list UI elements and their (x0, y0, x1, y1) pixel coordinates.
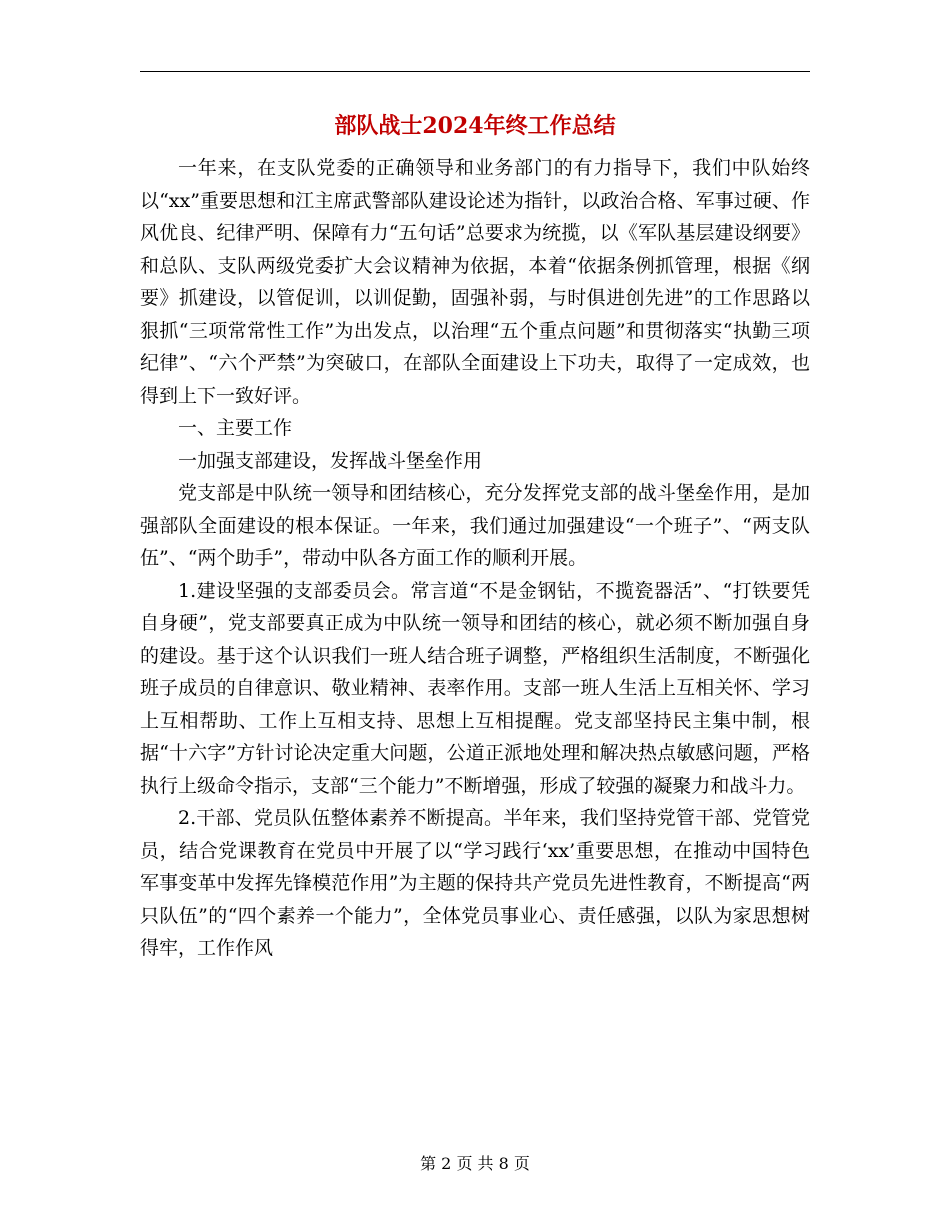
header-rule (140, 71, 810, 72)
paragraph-party-branch: 党支部是中队统一领导和团结核心，充分发挥党支部的战斗堡垒作用，是加强部队全面建设的根本保证。一年来，我们通过加强建设“一个班子”、“两支队伍”、“两个助手”，带动中队各方面工作的顺利开展。 (140, 482, 810, 569)
section-heading-main-work: 一、主要工作 (178, 417, 293, 439)
document-body (140, 152, 810, 965)
paragraph-item-1: 1.建设坚强的支部委员会。常言道“不是金钢钻，不揽瓷器活”、“打铁要凭自身硬”，党支部要真正成为中队统一领导和团结的核心，就必须不断加强自身的建设。基于这个认识我们一班人结合班子调整，严格组织生活制度，不断强化班子成员的自律意识、敬业精神、表率作用。支部一班人生活上互相关怀、学习上互相帮助、工作上互相支持、思想上互相提醒。党支部坚持民主集中制，根据“十六字”方针讨论决定重大问题，公道正派地处理和解决热点敏感问题，严格执行上级命令指示，支部“三个能力”不断增强，形成了较强的凝聚力和战斗力。 (140, 579, 810, 797)
page-number: 第 2 页 共 8 页 (420, 1154, 530, 1173)
document-title: 部队战士2024年终工作总结 (334, 113, 616, 139)
subsection-heading-party-branch: 一加强支部建设，发挥战斗堡垒作用 (178, 449, 483, 472)
paragraph-intro: 一年来，在支队党委的正确领导和业务部门的有力指导下，我们中队始终以“xx”重要思想和江主席武警部队建设论述为指针，以政治合格、军事过硬、作风优良、纪律严明、保障有力“五句话”总要求为统揽，以《军队基层建设纲要》和总队、支队两级党委扩大会议精神为依据，本着“依据条例抓管理，根据《纲要》抓建设，以管促训，以训促勤，固强补弱，与时俱进创先进”的工作思路以狠抓“三项常常性工作”为出发点，以治理“五个重点问题”和贯彻落实“执勤三项纪律”、“六个严禁”为突破口，在部队全面建设上下功夫，取得了一定成效，也得到上下一致好评。 (140, 157, 810, 407)
paragraph-item-2: 2.干部、党员队伍整体素养不断提高。半年来，我们坚持党管干部、党管党员，结合党课教育在党员中开展了以“学习践行‘xx’重要思想，在推动中国特色军事变革中发挥先锋模范作用”为主题的保持共产党员先进性教育，不断提高“两只队伍”的“四个素养一个能力”，全体党员事业心、责任感强，以队为家思想树得牢，工作作风 (140, 807, 810, 959)
